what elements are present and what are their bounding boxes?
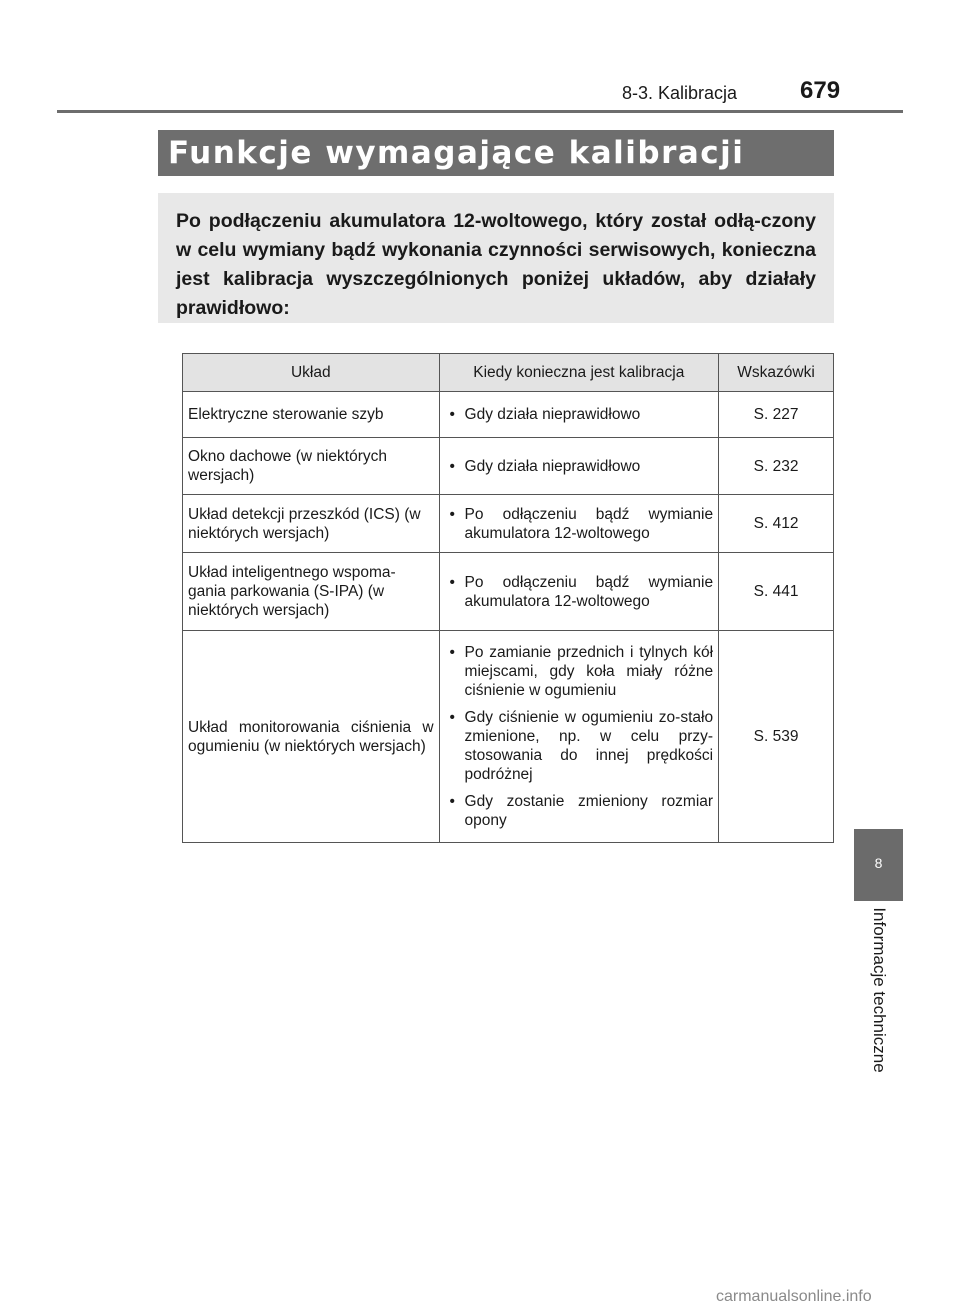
header-when: Kiedy konieczna jest kalibracja <box>439 354 719 392</box>
system-cell: Elektryczne sterowanie szyb <box>183 392 440 438</box>
table-row <box>183 553 834 631</box>
table-header-row <box>183 354 834 392</box>
chapter-label: Informacje techniczne <box>870 907 889 1073</box>
system-cell: Okno dachowe (w niektórych wersjach) <box>183 438 440 495</box>
section-reference: 8-3. Kalibracja <box>622 83 738 103</box>
system-cell: Układ detekcji przeszkód (ICS) (w niektórych wersjach) <box>183 495 440 553</box>
condition-item: • Gdy ciśnienie w ogumieniu zo-stało zmienione, np. w celu przy-stosowania do innej prędkości podróżnej <box>445 708 714 784</box>
section-title: Funkcje wymagające kalibracji <box>168 135 745 171</box>
reference-cell: S. 227 <box>719 392 834 438</box>
reference-cell: S. 441 <box>719 553 834 631</box>
condition-item: • Gdy zostanie zmieniony rozmiar opony <box>445 792 714 830</box>
condition-cell <box>439 392 719 438</box>
condition-item: • Po zamianie przednich i tylnych kół miejscami, gdy koła miały różne ciśnienie w ogumieniu <box>445 643 714 700</box>
condition-item: • Gdy działa nieprawidłowo <box>445 405 714 424</box>
reference-cell: S. 539 <box>719 631 834 843</box>
condition-cell <box>439 631 719 843</box>
header-divider <box>57 110 903 113</box>
page-number: 679 <box>800 77 841 104</box>
table-row <box>183 631 834 843</box>
chapter-tab <box>854 829 903 901</box>
reference-cell: S. 412 <box>719 495 834 553</box>
system-cell: Układ inteligentnego wspoma-gania parkowania (S-IPA) (w niektórych wersjach) <box>183 553 440 631</box>
intro-text: Po podłączeniu akumulatora 12-woltowego, który został odłą-czony w celu wymiany bądź wykonania czynności serwisowych, konieczna jest kalibracja wyszczególnionych poniżej układów, aby działały prawidłowo: <box>176 210 816 319</box>
table-row <box>183 392 834 438</box>
header-system: Układ <box>183 354 440 392</box>
watermark: carmanualsonline.info <box>716 1288 872 1305</box>
condition-cell <box>439 553 719 631</box>
condition-item: • Gdy działa nieprawidłowo <box>445 457 714 476</box>
intro-box <box>158 193 834 323</box>
condition-item: • Po odłączeniu bądź wymianie akumulatora 12-woltowego <box>445 505 714 543</box>
page-header <box>0 0 960 112</box>
reference-cell: S. 232 <box>719 438 834 495</box>
condition-cell <box>439 495 719 553</box>
condition-item: • Po odłączeniu bądź wymianie akumulatora 12-woltowego <box>445 573 714 611</box>
calibration-table <box>182 353 834 843</box>
system-cell: Układ monitorowania ciśnienia w ogumieniu (w niektórych wersjach) <box>183 631 440 843</box>
chapter-number: 8 <box>874 855 883 871</box>
table-row <box>183 495 834 553</box>
table-row <box>183 438 834 495</box>
section-title-bar <box>158 130 834 176</box>
header-reference: Wskazówki <box>719 354 834 392</box>
condition-cell <box>439 438 719 495</box>
